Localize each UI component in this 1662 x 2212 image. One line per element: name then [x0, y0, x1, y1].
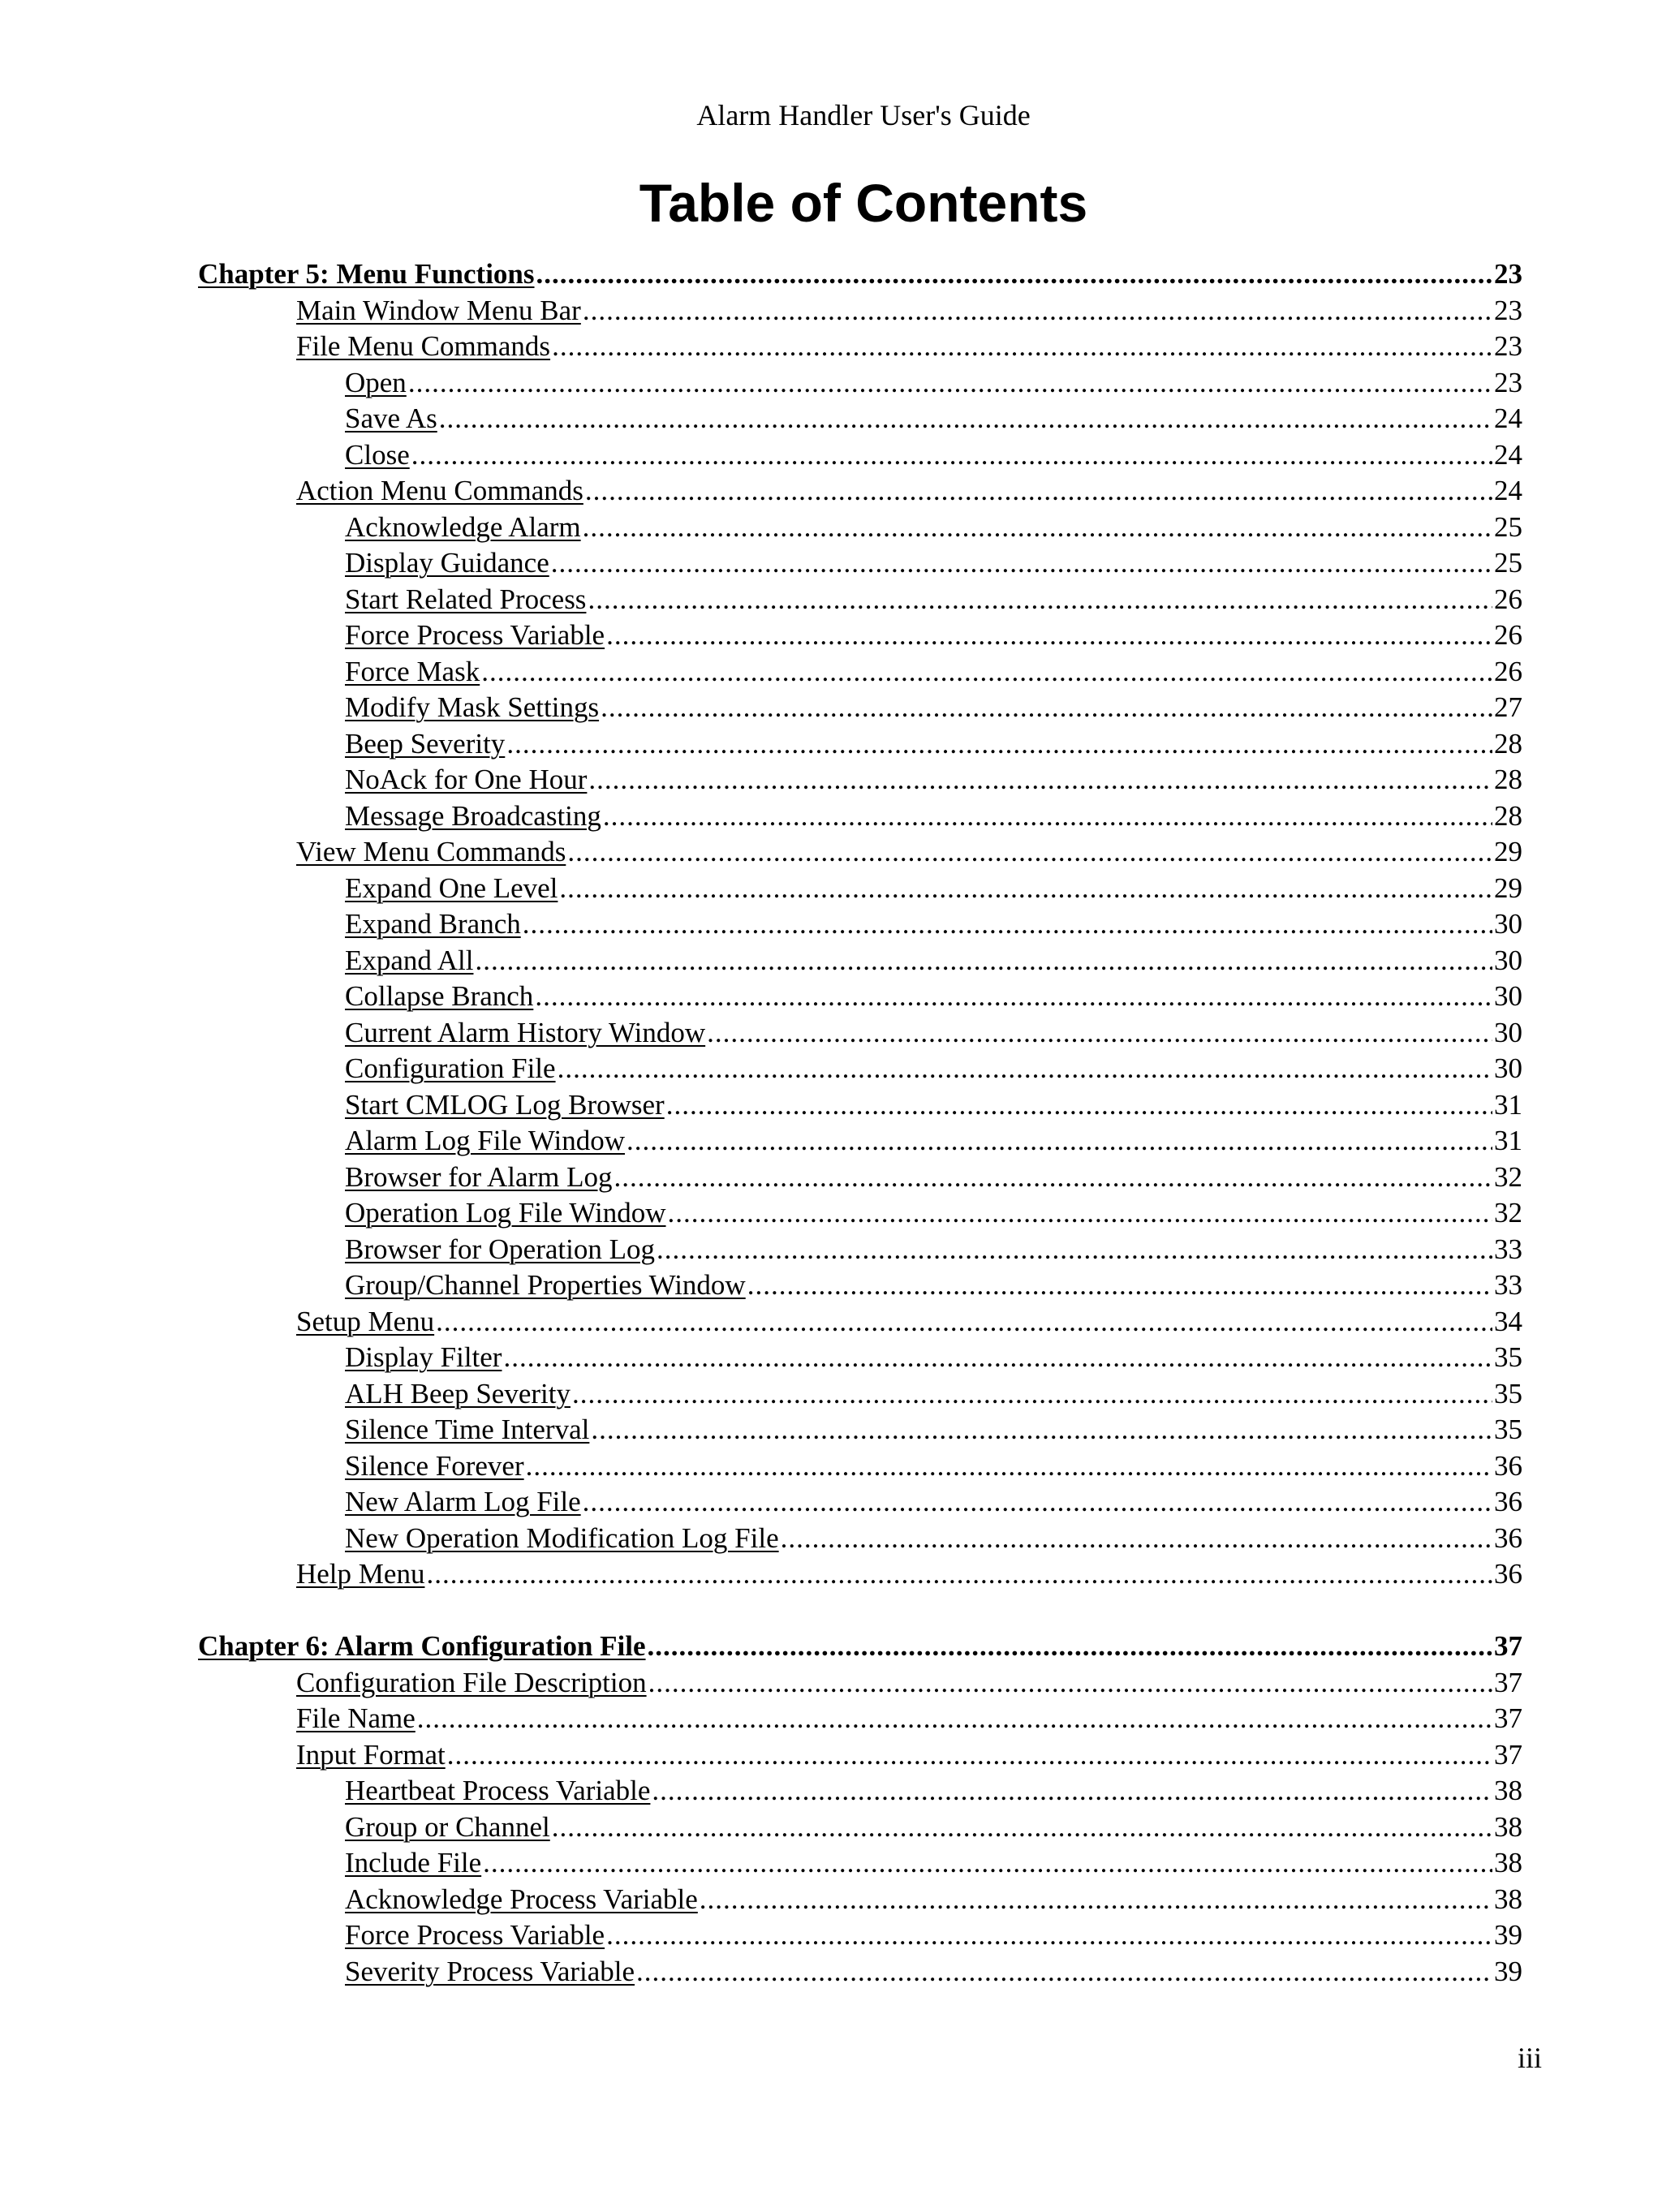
dot-leader [588, 762, 1492, 798]
toc-entry-page: 38 [1494, 1775, 1522, 1806]
page-title: Table of Contents [639, 173, 1088, 233]
dot-leader [657, 1232, 1492, 1267]
toc-entry[interactable] [198, 256, 1522, 292]
toc-entry-page: 30 [1494, 1016, 1522, 1048]
toc-entry-page: 24 [1494, 475, 1522, 506]
toc-entry-link[interactable]: Configuration File Description [296, 1666, 647, 1698]
toc-entry-page: 37 [1494, 1630, 1522, 1662]
toc-entry-link[interactable]: Operation Log File Window [345, 1197, 666, 1229]
dot-leader [572, 1376, 1492, 1412]
toc-entry-page: 38 [1494, 1883, 1522, 1915]
toc-entry-page: 27 [1494, 691, 1522, 723]
toc-entry-page: 29 [1494, 871, 1522, 904]
toc-entry-page: 28 [1494, 727, 1522, 760]
toc-entry-link[interactable]: Collapse Branch [345, 980, 534, 1012]
dot-leader [481, 654, 1492, 690]
toc-entry-link[interactable]: Include File [345, 1847, 482, 1878]
toc-entry-page: 25 [1494, 547, 1522, 579]
dot-leader [536, 256, 1492, 292]
dot-leader [526, 1448, 1492, 1484]
toc-entry-link[interactable]: Start Related Process [345, 583, 587, 615]
toc-entry-page: 26 [1494, 655, 1522, 687]
toc-entry[interactable] [345, 510, 1522, 545]
toc-entry-link[interactable]: Start CMLOG Log Browser [345, 1088, 665, 1121]
toc-entry-page: 30 [1494, 1052, 1522, 1084]
toc-entry-link[interactable]: Modify Mask Settings [345, 691, 600, 723]
toc-entry-page: 32 [1494, 1160, 1522, 1193]
dot-leader [601, 690, 1492, 725]
toc-entry-link[interactable]: Help Menu [296, 1558, 425, 1590]
toc-entry-page: 39 [1494, 1919, 1522, 1951]
running-header: Alarm Handler User's Guide [696, 99, 1031, 131]
dot-leader [411, 437, 1492, 473]
dot-leader [585, 473, 1492, 509]
toc-entry[interactable] [345, 1882, 1522, 1917]
toc-entry-page: 35 [1494, 1377, 1522, 1409]
dot-leader [606, 618, 1492, 653]
toc-entry-page: 37 [1494, 1702, 1522, 1734]
toc-entry-link[interactable]: Action Menu Commands [296, 475, 583, 506]
dot-leader [652, 1773, 1492, 1809]
toc-entry-link[interactable]: Alarm Log File Window [345, 1125, 625, 1156]
toc-entry[interactable] [345, 1810, 1522, 1845]
toc-entry-link[interactable]: Open [345, 366, 407, 398]
toc-entry-link[interactable]: NoAck for One Hour [345, 764, 588, 795]
toc-entry-page: 36 [1494, 1486, 1522, 1517]
toc-entry[interactable] [345, 1123, 1522, 1159]
dot-leader [700, 1882, 1492, 1917]
toc-entry-page: 37 [1494, 1738, 1522, 1771]
toc-entry-page: 31 [1494, 1088, 1522, 1121]
toc-entry-link[interactable]: Severity Process Variable [345, 1955, 635, 1987]
toc-entry[interactable] [345, 1015, 1522, 1051]
dot-leader [475, 943, 1492, 979]
toc-entry-page: 26 [1494, 619, 1522, 651]
dot-leader [552, 1810, 1492, 1845]
toc-entry-link[interactable]: Acknowledge Process Variable [345, 1883, 698, 1915]
toc-entry[interactable] [345, 365, 1522, 401]
toc-entry[interactable] [345, 1087, 1522, 1123]
toc-entry-link[interactable]: Chapter 6: Alarm Configuration File [198, 1630, 646, 1662]
toc-entry-page: 30 [1494, 908, 1522, 940]
toc-entry-link[interactable]: File Name [296, 1702, 416, 1734]
dot-leader [781, 1521, 1492, 1556]
toc-entry-page: 26 [1494, 583, 1522, 615]
toc-entry[interactable] [345, 582, 1522, 618]
toc-entry-link[interactable]: File Menu Commands [296, 330, 551, 362]
toc-entry[interactable] [345, 906, 1522, 942]
toc-entry-page: 31 [1494, 1125, 1522, 1156]
toc-entry-link[interactable]: New Alarm Log File [345, 1486, 581, 1517]
toc-entry-link[interactable]: Beep Severity [345, 727, 506, 760]
dot-leader [426, 1556, 1492, 1592]
toc-entry-link[interactable]: Expand Branch [345, 908, 521, 940]
toc-entry-page: 30 [1494, 980, 1522, 1012]
toc-entry-page: 36 [1494, 1558, 1522, 1590]
dot-leader [535, 979, 1492, 1014]
toc-entry[interactable] [345, 1340, 1522, 1375]
dot-leader [648, 1629, 1492, 1664]
toc-entry-link[interactable]: Silence Time Interval [345, 1414, 590, 1445]
toc-entry-link[interactable]: Message Broadcasting [345, 799, 601, 832]
toc-entry-page: 39 [1494, 1955, 1522, 1987]
dot-leader [447, 1737, 1492, 1773]
toc-entry-page: 33 [1494, 1269, 1522, 1301]
toc-entry-page: 29 [1494, 836, 1522, 867]
toc-entry-link[interactable]: Group/Channel Properties Window [345, 1269, 746, 1301]
toc-entry-page: 36 [1494, 1449, 1522, 1482]
toc-entry-page: 28 [1494, 764, 1522, 795]
dot-leader [559, 871, 1492, 906]
toc-entry[interactable] [345, 401, 1522, 437]
toc-entry-page: 38 [1494, 1847, 1522, 1878]
dot-leader [558, 1051, 1492, 1087]
toc-entry[interactable] [296, 1701, 1522, 1736]
toc-entry[interactable] [345, 871, 1522, 906]
toc-entry[interactable] [296, 329, 1522, 364]
toc-entry[interactable] [345, 979, 1522, 1014]
dot-leader [439, 401, 1492, 437]
toc-entry[interactable] [296, 1665, 1522, 1701]
toc-entry[interactable] [345, 1051, 1522, 1087]
toc-entry-link[interactable]: Expand One Level [345, 871, 558, 904]
toc-entry-page: 23 [1494, 294, 1522, 326]
toc-entry[interactable] [296, 1304, 1522, 1340]
toc-entry-page: 25 [1494, 510, 1522, 543]
dot-leader [668, 1195, 1492, 1231]
toc-entry-link[interactable]: Setup Menu [296, 1305, 435, 1337]
toc-entry-link[interactable]: Current Alarm History Window [345, 1016, 706, 1048]
toc-entry[interactable] [345, 1267, 1522, 1303]
toc-entry-page: 35 [1494, 1341, 1522, 1373]
dot-leader [666, 1087, 1492, 1123]
toc-entry-page: 32 [1494, 1197, 1522, 1229]
dot-leader [523, 906, 1492, 942]
dot-leader [567, 834, 1492, 870]
toc-entry[interactable] [345, 1954, 1522, 1990]
dot-leader [552, 329, 1492, 364]
toc-entry-link[interactable]: Force Process Variable [345, 1919, 605, 1951]
toc-entry[interactable] [345, 545, 1522, 581]
toc-entry-page: 28 [1494, 799, 1522, 832]
toc-entry-link[interactable]: Main Window Menu Bar [296, 294, 581, 326]
toc-entry-page: 30 [1494, 944, 1522, 976]
dot-leader [606, 1917, 1492, 1953]
toc-entry[interactable] [296, 1556, 1522, 1592]
toc-entry[interactable] [345, 1521, 1522, 1556]
toc-entry[interactable] [345, 654, 1522, 690]
toc-entry-link[interactable]: Display Guidance [345, 547, 549, 579]
toc-entry[interactable] [345, 1845, 1522, 1881]
toc-entry[interactable] [345, 1195, 1522, 1231]
toc-entry[interactable] [345, 1160, 1522, 1195]
dot-leader [436, 1304, 1492, 1340]
dot-leader [591, 1412, 1492, 1448]
dot-leader [583, 293, 1492, 329]
toc-entry[interactable] [345, 1484, 1522, 1520]
toc-entry-link[interactable]: Save As [345, 402, 437, 434]
toc-entry-page: 23 [1494, 258, 1522, 290]
toc-entry[interactable] [345, 726, 1522, 762]
page-number: iii [1517, 2042, 1542, 2074]
toc-entry-link[interactable]: Group or Channel [345, 1810, 550, 1843]
toc-entry[interactable] [345, 1376, 1522, 1412]
toc-entry[interactable] [198, 1629, 1522, 1664]
toc-entry-link[interactable]: Silence Forever [345, 1449, 524, 1482]
toc-entry-link[interactable]: Display Filter [345, 1341, 502, 1373]
dot-leader [626, 1123, 1492, 1159]
toc-entry-page: 36 [1494, 1521, 1522, 1554]
toc-entry-link[interactable]: New Operation Modification Log File [345, 1521, 779, 1554]
dot-leader [417, 1701, 1492, 1736]
toc-entry-link[interactable]: Expand All [345, 944, 474, 976]
toc-entry[interactable] [345, 1773, 1522, 1809]
toc-entry[interactable] [296, 473, 1522, 509]
toc-entry[interactable] [345, 1232, 1522, 1267]
toc-entry-page: 24 [1494, 402, 1522, 434]
toc-entry-link[interactable]: Browser for Alarm Log [345, 1160, 613, 1193]
toc-entry[interactable] [345, 1917, 1522, 1953]
dot-leader [707, 1015, 1492, 1051]
dot-leader [648, 1665, 1492, 1701]
dot-leader [551, 545, 1492, 581]
toc-entry[interactable] [345, 690, 1522, 725]
toc-entry[interactable] [345, 437, 1522, 473]
dot-leader [747, 1267, 1492, 1303]
dot-leader [636, 1954, 1492, 1990]
toc-entry-link[interactable]: Heartbeat Process Variable [345, 1775, 651, 1806]
toc-entry-page: 23 [1494, 366, 1522, 398]
toc-entry-page: 23 [1494, 330, 1522, 362]
toc-entry-link[interactable]: Acknowledge Alarm [345, 510, 581, 543]
toc-entry-link[interactable]: Force Mask [345, 655, 480, 687]
dot-leader [408, 365, 1492, 401]
toc-entry[interactable] [296, 1737, 1522, 1773]
toc-entry-link[interactable]: Force Process Variable [345, 619, 605, 651]
toc-entry-page: 37 [1494, 1666, 1522, 1698]
toc-entry[interactable] [345, 1448, 1522, 1484]
toc-entry-page: 24 [1494, 438, 1522, 471]
dot-leader [583, 510, 1492, 545]
toc-entry-link[interactable]: Chapter 5: Menu Functions [198, 258, 535, 290]
dot-leader [603, 798, 1492, 834]
toc-entry-link[interactable]: View Menu Commands [296, 836, 566, 867]
dot-leader [588, 582, 1492, 618]
dot-leader [583, 1484, 1492, 1520]
toc-entry-page: 38 [1494, 1810, 1522, 1843]
toc-entry-page: 33 [1494, 1233, 1522, 1265]
toc-entry[interactable] [345, 762, 1522, 798]
toc-entry-link[interactable]: Input Format [296, 1738, 446, 1771]
dot-leader [614, 1160, 1492, 1195]
toc-entry-link[interactable]: Close [345, 438, 410, 471]
toc-entry-page: 34 [1494, 1305, 1522, 1337]
dot-leader [483, 1845, 1492, 1881]
toc-entry[interactable] [296, 834, 1522, 870]
toc-entry[interactable] [345, 618, 1522, 653]
toc-entry[interactable] [296, 293, 1522, 329]
toc-entry-link[interactable]: Configuration File [345, 1052, 556, 1084]
toc-entry-link[interactable]: Browser for Operation Log [345, 1233, 655, 1265]
toc-entry-link[interactable]: ALH Beep Severity [345, 1377, 571, 1409]
toc-entry[interactable] [345, 1412, 1522, 1448]
toc-entry[interactable] [345, 943, 1522, 979]
toc-entry[interactable] [345, 798, 1522, 834]
dot-leader [503, 1340, 1492, 1375]
toc-entry-page: 35 [1494, 1414, 1522, 1445]
dot-leader [506, 726, 1492, 762]
